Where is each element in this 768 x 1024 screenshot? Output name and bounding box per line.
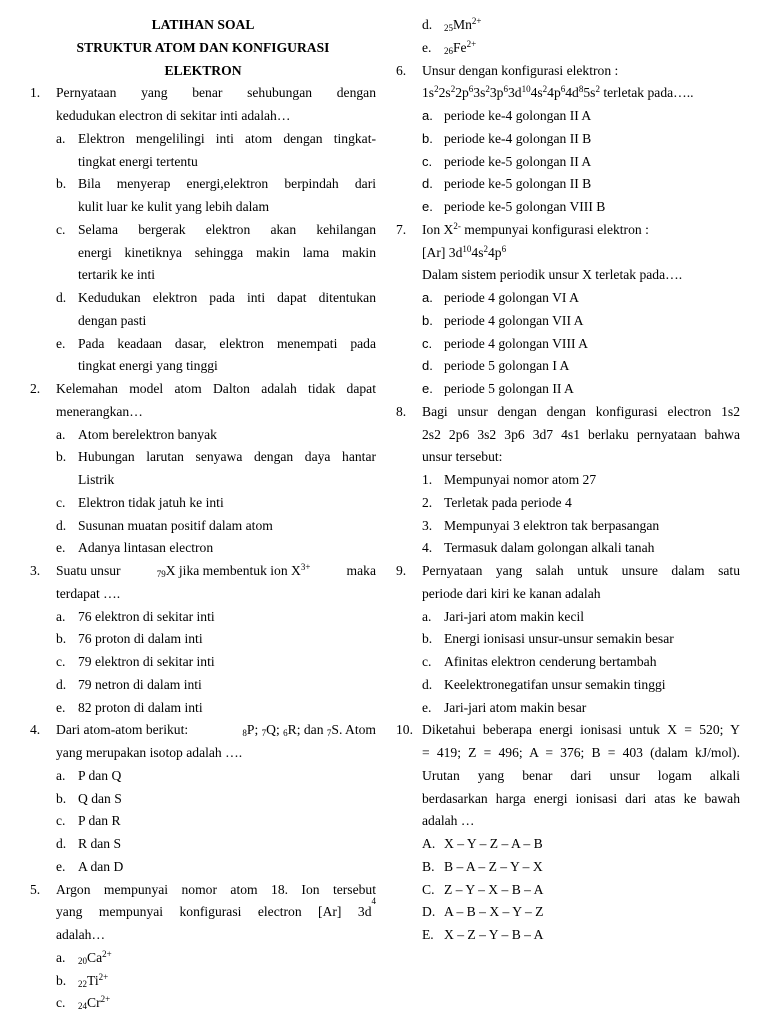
question-text-cont: menerangkan…	[56, 403, 143, 419]
charge: 2+	[98, 971, 109, 982]
option-B[interactable]	[422, 856, 740, 879]
option-label: a.	[422, 608, 432, 624]
option-text: Jari-jari atom makin besar	[444, 699, 587, 715]
option-label: e.	[56, 335, 66, 351]
orbital: 5s	[583, 85, 596, 101]
option-text: Kedudukan elektron pada inti dapat ditentukan	[78, 290, 376, 305]
atomic-number: 7	[326, 728, 332, 739]
option-c[interactable]	[56, 992, 376, 1015]
question-text-cont: berdasarkan harga energi ionisasi dari atas ke bawah	[422, 790, 740, 806]
question-text: Unsur dengan konfigurasi elektron :	[422, 62, 619, 78]
option-b[interactable]	[422, 310, 740, 333]
option-label: e.	[422, 381, 433, 396]
option-text: Afinitas elektron cenderung bertambah	[444, 654, 657, 669]
option-c[interactable]	[56, 219, 376, 242]
option-text: Pada keadaan dasar, elektron menempati pada	[78, 335, 376, 351]
question-3	[30, 560, 376, 719]
option-c[interactable]	[422, 151, 740, 174]
option-label: b.	[422, 631, 433, 647]
option-text: Hubungan larutan senyawa dengan daya hantar	[78, 449, 376, 465]
option-b[interactable]	[56, 628, 376, 651]
charge: 2+	[466, 38, 477, 49]
option-label: C.	[422, 881, 435, 897]
question-number: 7.	[396, 221, 407, 237]
question-8	[396, 401, 740, 560]
question-text	[56, 560, 376, 583]
option-D[interactable]	[422, 901, 740, 924]
option-label: d.	[56, 676, 67, 692]
option-C[interactable]	[422, 879, 740, 902]
option-a[interactable]	[422, 606, 740, 629]
option-label: E.	[422, 927, 434, 942]
superscript: 10	[521, 84, 531, 95]
option-label: d.	[422, 676, 433, 692]
option-text: periode ke-5 golongan VIII B	[444, 199, 606, 214]
question-number: 6.	[396, 62, 407, 78]
question-text-cont: Urutan yang benar dari unsur logam alkali	[422, 767, 740, 783]
orbital: 3p	[489, 85, 504, 101]
option-text: Bila menyerap energi,elektron berpindah dari	[78, 176, 376, 192]
option-label: e.	[422, 699, 432, 715]
statement-3[interactable]	[422, 515, 740, 538]
charge: 2+	[102, 948, 112, 959]
superscript: 2	[483, 243, 488, 254]
option-text-cont: Listrik	[78, 472, 115, 487]
question-5	[30, 879, 376, 1016]
option-text: X – Y – Z – A – B	[444, 836, 543, 851]
option-e[interactable]	[422, 196, 740, 219]
option-label: c.	[56, 813, 66, 829]
option-label: a.	[56, 426, 66, 442]
question-text-part: terletak pada…..	[599, 85, 694, 101]
option-text	[78, 970, 376, 993]
superscript: 6	[560, 84, 566, 95]
option-text: 76 elektron di sekitar inti	[78, 608, 215, 624]
statement-2[interactable]	[422, 492, 740, 515]
option-label: c.	[56, 494, 66, 510]
option-text: periode 5 golongan I A	[444, 358, 570, 374]
option-e[interactable]	[56, 856, 376, 879]
option-text: B – A – Z – Y – X	[444, 858, 543, 874]
option-label: 1.	[422, 472, 433, 487]
option-text: Energi ionisasi unsur-unsur semakin besar	[444, 631, 674, 647]
atomic-number: 7	[261, 728, 267, 739]
doc-subtitle: STRUKTUR ATOM DAN KONFIGURASI	[76, 39, 330, 55]
question-text-part: Ion X	[422, 221, 454, 237]
orbital: 3d	[507, 85, 522, 101]
orbital: 4d	[565, 85, 579, 101]
option-label: b.	[422, 312, 433, 328]
atomic-number: 22	[78, 978, 87, 989]
option-label: D.	[422, 904, 436, 920]
option-text	[78, 947, 376, 970]
option-text: 79 netron di dalam inti	[78, 676, 202, 692]
option-text: Elektron tidak jatuh ke inti	[78, 494, 224, 510]
option-label: c.	[56, 995, 66, 1011]
statement-1[interactable]	[422, 469, 740, 492]
option-label: d.	[422, 358, 433, 374]
option-label: c.	[422, 335, 433, 351]
option-label: c.	[56, 221, 66, 237]
question-text-part: yang mempunyai konfigurasi electron [Ar] 3d	[56, 904, 372, 920]
option-a[interactable]	[56, 128, 376, 151]
option-b[interactable]	[56, 173, 376, 196]
superscript: 4	[371, 896, 376, 907]
atomic-number: 20	[78, 955, 87, 966]
option-A[interactable]	[422, 833, 740, 856]
superscript: 2	[542, 84, 548, 95]
option-label: c.	[422, 654, 432, 669]
question-text	[56, 719, 376, 742]
option-c[interactable]	[56, 810, 376, 833]
atom-symbol: S. Atom	[331, 722, 376, 738]
option-text: Termasuk dalam golongan alkali tanah	[444, 540, 655, 556]
option-label: b.	[56, 449, 67, 465]
atomic-number: 79	[156, 569, 166, 579]
option-text: P dan Q	[78, 767, 122, 783]
option-d[interactable]	[56, 287, 376, 310]
option-d[interactable]	[422, 173, 740, 196]
option-label: a.	[56, 608, 66, 624]
question-5-cont	[396, 14, 740, 60]
charge: 2-	[453, 220, 461, 231]
orbital: 4p	[547, 85, 561, 101]
option-label: c.	[422, 153, 433, 169]
option-e[interactable]	[422, 697, 740, 720]
option-text: Terletak pada periode 4	[444, 494, 572, 510]
option-label: b.	[56, 972, 67, 988]
option-label: a.	[422, 108, 433, 123]
question-text-cont: Dalam sistem periodik unsur X terletak pada….	[422, 267, 683, 283]
option-a[interactable]	[422, 287, 740, 310]
option-label: e.	[56, 858, 66, 874]
question-number: 5.	[30, 881, 41, 897]
option-text: Mempunyai nomor atom 27	[444, 472, 597, 487]
option-text: periode 4 golongan VI A	[444, 290, 579, 305]
electron-configuration	[422, 82, 740, 105]
atom-symbol: Q;	[266, 722, 280, 738]
orbital: [Ar] 3d	[422, 244, 463, 260]
question-text-cont: periode dari kiri ke kanan adalah	[422, 585, 601, 601]
element-symbol: Fe	[453, 39, 467, 55]
option-text: 76 proton di dalam inti	[78, 631, 203, 647]
atomic-number: 6	[283, 728, 288, 739]
question-4	[30, 719, 376, 878]
element-symbol: Ca	[87, 949, 103, 965]
orbital: 4s	[471, 244, 484, 260]
orbital: 3s	[473, 85, 486, 101]
superscript: 6	[503, 84, 508, 95]
option-text: Atom berelektron banyak	[78, 426, 217, 442]
question-6	[396, 60, 740, 219]
question-text-cont: unsur tersebut:	[422, 449, 503, 465]
option-label: a.	[56, 949, 66, 965]
option-label: b.	[56, 790, 67, 806]
option-text	[444, 37, 740, 60]
question-1	[30, 82, 376, 378]
option-label: d.	[56, 517, 67, 533]
option-label: c.	[56, 654, 66, 669]
option-c[interactable]	[56, 651, 376, 674]
option-text-cont: kulit luar ke kulit yang lebih dalam	[78, 199, 270, 214]
orbital: 2p	[455, 85, 469, 101]
option-e[interactable]	[56, 333, 376, 356]
option-text: periode ke-5 golongan II B	[444, 176, 592, 192]
question-10	[396, 719, 740, 947]
option-text: Susunan muatan positif dalam atom	[78, 517, 273, 533]
question-text-cont: adalah …	[422, 813, 475, 829]
option-d[interactable]	[422, 14, 740, 37]
option-a[interactable]	[422, 105, 740, 128]
option-text: periode 4 golongan VII A	[444, 312, 584, 328]
option-text-cont: tingkat energi tertentu	[78, 153, 198, 169]
element-symbol: Cr	[87, 995, 101, 1011]
option-text: A – B – X – Y – Z	[444, 904, 544, 920]
question-text-part: Dari atom-atom berikut:	[56, 722, 189, 738]
option-text-cont: tingkat energi yang tinggi	[78, 358, 218, 374]
option-text-cont: tertarik ke inti	[78, 267, 156, 283]
option-E[interactable]	[422, 924, 740, 947]
option-label: e.	[422, 199, 433, 214]
question-text-cont: = 419; Z = 496; A = 376; B = 403 (dalam kJ/mol).	[422, 745, 740, 760]
option-label: b.	[422, 130, 433, 146]
option-label: A.	[422, 836, 436, 851]
option-d[interactable]	[422, 674, 740, 697]
option-d[interactable]	[56, 674, 376, 697]
question-number: 1.	[30, 85, 41, 101]
question-9	[396, 560, 740, 719]
element-symbol: Mn	[453, 17, 472, 32]
superscript: 2	[485, 84, 490, 95]
charge: 2+	[471, 16, 482, 26]
question-text-cont: adalah…	[56, 927, 106, 942]
option-label: d.	[422, 17, 433, 32]
atomic-number: 8	[242, 728, 247, 739]
charge: 2+	[100, 994, 111, 1005]
option-label: 4.	[422, 540, 433, 556]
option-label: d.	[56, 836, 67, 851]
question-number: 9.	[396, 563, 407, 578]
option-text: periode ke-4 golongan II A	[444, 108, 592, 123]
orbital: 4s	[530, 85, 543, 101]
option-c[interactable]	[56, 492, 376, 515]
option-b[interactable]	[422, 128, 740, 151]
question-number: 2.	[30, 381, 41, 396]
question-number: 8.	[396, 403, 407, 419]
option-text: Adanya lintasan electron	[78, 540, 214, 556]
question-text-cont: yang merupakan isotop adalah ….	[56, 745, 243, 760]
question-text-part: X jika membentuk ion X	[165, 563, 301, 578]
doc-subtitle-2: ELEKTRON	[164, 62, 242, 78]
question-text: Argon mempunyai nomor atom 18. Ion tersebut	[56, 881, 376, 897]
option-label: e.	[56, 540, 66, 556]
question-text: Pernyataan yang benar sehubungan dengan	[56, 85, 376, 101]
question-text: Bagi unsur dengan dengan konfigurasi electron 1s2	[422, 403, 740, 419]
option-text: periode 4 golongan VIII A	[444, 335, 588, 351]
question-text-cont: terdapat ….	[56, 585, 121, 601]
element-symbol: Ti	[87, 972, 99, 988]
superscript: 6	[501, 243, 507, 254]
option-b[interactable]	[56, 970, 376, 993]
right-column	[396, 14, 740, 947]
option-text: Z – Y – X – B – A	[444, 881, 544, 897]
option-text: R dan S	[78, 836, 122, 851]
option-text: Elektron mengelilingi inti atom dengan tingkat-	[78, 130, 376, 146]
doc-title: LATIHAN SOAL	[151, 17, 255, 32]
option-label: 2.	[422, 494, 433, 510]
electron-configuration	[422, 242, 740, 265]
superscript: 2	[434, 84, 439, 95]
atomic-number: 26	[444, 45, 453, 56]
superscript: 2	[450, 84, 456, 95]
option-label: a.	[422, 290, 433, 305]
question-text-part: Suatu unsur	[56, 563, 121, 578]
option-b[interactable]	[56, 446, 376, 469]
option-label: b.	[56, 631, 67, 647]
option-label: d.	[56, 290, 67, 305]
option-c[interactable]	[422, 333, 740, 356]
option-text: Selama bergerak elektron akan kehilangan	[78, 221, 376, 237]
superscript: 6	[468, 84, 474, 95]
option-b[interactable]	[422, 628, 740, 651]
question-text-cont	[56, 896, 376, 924]
option-label: a.	[56, 130, 66, 146]
orbital: 1s	[422, 85, 435, 101]
option-text: periode ke-4 golongan II B	[444, 130, 592, 146]
left-column	[30, 14, 376, 1015]
option-e[interactable]	[422, 37, 740, 60]
option-text: Keelektronegatifan unsur semakin tinggi	[444, 676, 666, 692]
question-7	[396, 219, 740, 401]
question-text: Diketahui beberapa energi ionisasi untuk X = 520; Y	[422, 722, 740, 738]
option-text-cont: energi kinetiknya sehingga makin lama makin	[78, 244, 376, 260]
option-text-cont: dengan pasti	[78, 312, 147, 328]
orbital: 4p	[487, 244, 502, 260]
option-label: b.	[56, 176, 67, 192]
option-text: periode 5 golongan II A	[444, 381, 574, 396]
atomic-number: 24	[78, 1001, 87, 1012]
atomic-number: 25	[444, 23, 453, 33]
option-label: 3.	[422, 517, 433, 533]
option-text: Q dan S	[78, 790, 122, 806]
option-text: P dan R	[78, 813, 121, 829]
atom-symbol: R; dan	[287, 722, 324, 738]
option-e[interactable]	[422, 378, 740, 401]
option-e[interactable]	[56, 537, 376, 560]
question-text	[422, 219, 740, 242]
option-label: d.	[422, 176, 433, 192]
option-label: a.	[56, 767, 66, 783]
option-e[interactable]	[56, 697, 376, 720]
question-text-part: maka	[346, 563, 376, 578]
option-a[interactable]	[56, 424, 376, 447]
option-text: Mempunyai 3 elektron tak berpasangan	[444, 517, 660, 533]
superscript: 2	[595, 84, 600, 95]
option-d[interactable]	[422, 355, 740, 378]
superscript: 8	[578, 84, 584, 95]
question-number: 10.	[396, 722, 413, 738]
option-text	[78, 992, 376, 1015]
superscript: 10	[462, 243, 472, 254]
option-text: 79 elektron di sekitar inti	[78, 654, 215, 669]
question-text-cont: kedudukan electron di sekitar inti adalah…	[56, 108, 291, 123]
option-a[interactable]	[56, 765, 376, 788]
option-text: A dan D	[78, 858, 124, 874]
charge: 3+	[300, 562, 311, 572]
option-b[interactable]	[56, 788, 376, 811]
orbital: 2s	[438, 85, 451, 101]
question-number: 3.	[30, 563, 41, 578]
question-2	[30, 378, 376, 560]
option-text	[444, 14, 740, 37]
option-text: 82 proton di dalam inti	[78, 699, 203, 715]
option-c[interactable]	[422, 651, 740, 674]
option-text: periode ke-5 golongan II A	[444, 153, 592, 169]
option-d[interactable]	[56, 515, 376, 538]
question-text: Kelemahan model atom Dalton adalah tidak dapat	[56, 381, 376, 396]
atom-symbol: P;	[246, 722, 259, 738]
question-text-part: mempunyai konfigurasi elektron :	[460, 221, 649, 237]
option-label: B.	[422, 858, 435, 874]
option-a[interactable]	[56, 947, 376, 970]
option-a[interactable]	[56, 606, 376, 629]
option-text: Jari-jari atom makin kecil	[444, 608, 585, 624]
option-text: X – Z – Y – B – A	[444, 927, 544, 942]
option-label: e.	[56, 699, 66, 715]
question-number: 4.	[30, 722, 41, 738]
statement-4[interactable]	[422, 537, 740, 560]
option-d[interactable]	[56, 833, 376, 856]
question-text-cont: 2s2 2p6 3s2 3p6 3d7 4s1 berlaku pernyataan bahwa	[422, 426, 740, 442]
question-text: Pernyataan yang salah untuk unsure dalam satu	[422, 563, 740, 578]
option-label: e.	[422, 39, 432, 55]
